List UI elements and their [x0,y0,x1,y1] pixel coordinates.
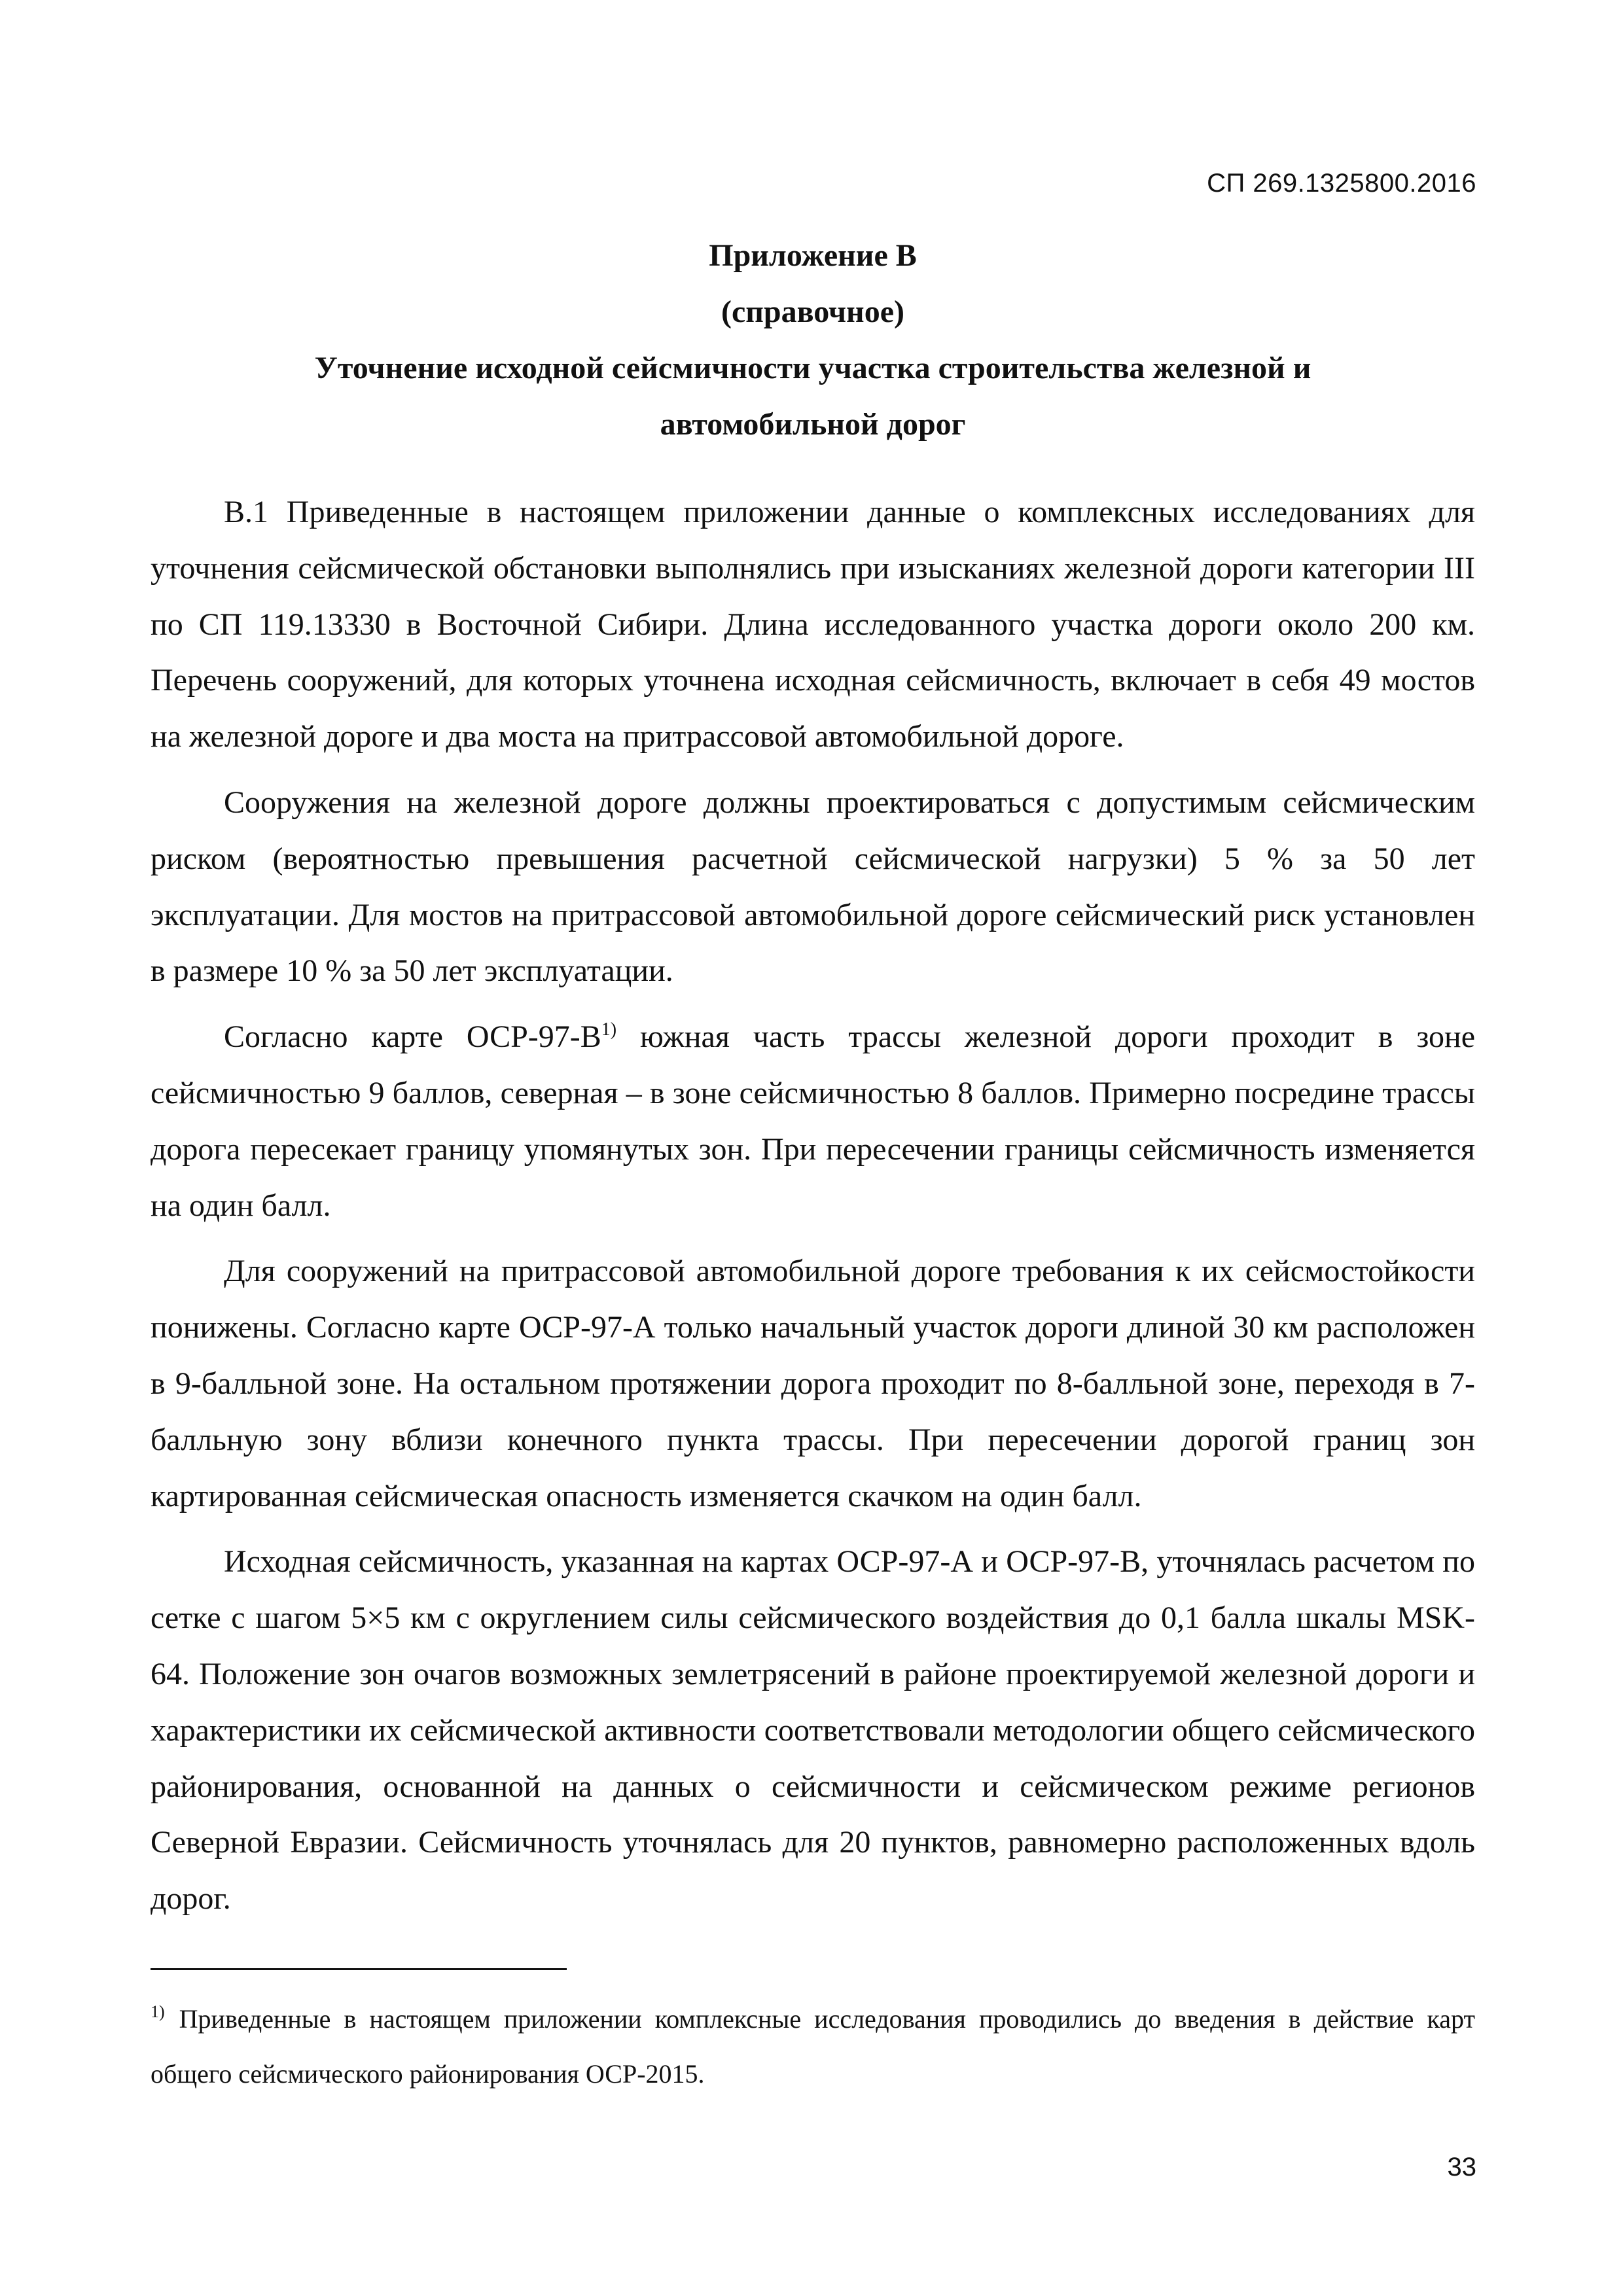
paragraph-osr-97-b [151,1009,1475,1233]
footnote [151,1992,1475,2102]
page-number: 33 [1447,2153,1476,2181]
footnote-separator [151,1968,567,1970]
paragraph-osr-97-b-rest: южная часть трассы железной дороги проходит в зоне сейсмичностью 9 баллов, северная – в зоне сейсмичностью 8 баллов. Примерно посредине трассы дорога пересекает границу упомянутых зон. При пересечении границы сейсмичность изменяется на один балл. [151,1019,1475,1223]
document-code: СП 269.1325800.2016 [1207,169,1476,198]
appendix-title-line-2: автомобильной дорог [660,407,966,442]
paragraph-osr-97-b-start: Согласно карте ОСР-97-В [224,1019,601,1055]
paragraph-highway-requirements: Для сооружений на притрассовой автомобильной дороге требования к их сейсмостойкости понижены. Согласно карте ОСР-97-А только начальный участок дороги длиной 30 км расположен в 9-балльной зоне. На остальном протяжении дорога проходит по 8-балльной зоне, переходя в 7-балльную зону вблизи конечного пункта трассы. При пересечении дорогой границ зон картированная сейсмическая опасность изменяется скачком на один балл. [151,1254,1475,1513]
appendix-heading: Приложение В [709,238,917,273]
appendix-title-line-1: Уточнение исходной сейсмичности участка строительства железной и [314,351,1311,385]
appendix-kind: (справочное) [721,294,904,329]
footnote-reference: 1) [601,1019,617,1040]
appendix-title [151,340,1475,453]
paragraph-calculation: Исходная сейсмичность, указанная на картах ОСР-97-А и ОСР-97-В, уточнялась расчетом по сетке с шагом 5×5 км с округлением силы сейсмического воздействия до 0,1 балла шкалы MSK-64. Положение зон очагов возможных землетрясений в районе проектируемой железной дороги и характеристики их сейсмической активности соответствовали методологии общего сейсмического районирования, основанной на данных о сейсмичности и сейсмическом режиме регионов Северной Евразии. Сейсмичность уточнялась для 20 пунктов, равномерно расположенных вдоль дорог. [151,1544,1475,1916]
footnote-mark: 1) [151,2002,165,2021]
footnote-text: Приведенные в настоящем приложении комплексные исследования проводились до введения в действие карт общего сейсмического районирования ОСР-2015. [151,2004,1475,2089]
paragraph-seismic-risk: Сооружения на железной дороге должны проектироваться с допустимым сейсмическим риском (вероятностью превышения расчетной сейсмической нагрузки) 5 % за 50 лет эксплуатации. Для мостов на притрассовой автомобильной дороге сейсмический риск установлен в размере 10 % за 50 лет эксплуатации. [151,785,1475,989]
paragraph-b1: В.1 Приведенные в настоящем приложении данные о комплексных исследованиях для уточнения сейсмической обстановки выполнялись при изысканиях железной дороги категории III по СП 119.13330 в Восточной Сибири. Длина исследованного участка дороги около 200 км. Перечень сооружений, для которых уточнена исходная сейсмичность, включает в себя 49 мостов на железной дороге и два моста на притрассовой автомобильной дороге. [151,495,1475,754]
body-text [151,484,1475,1937]
